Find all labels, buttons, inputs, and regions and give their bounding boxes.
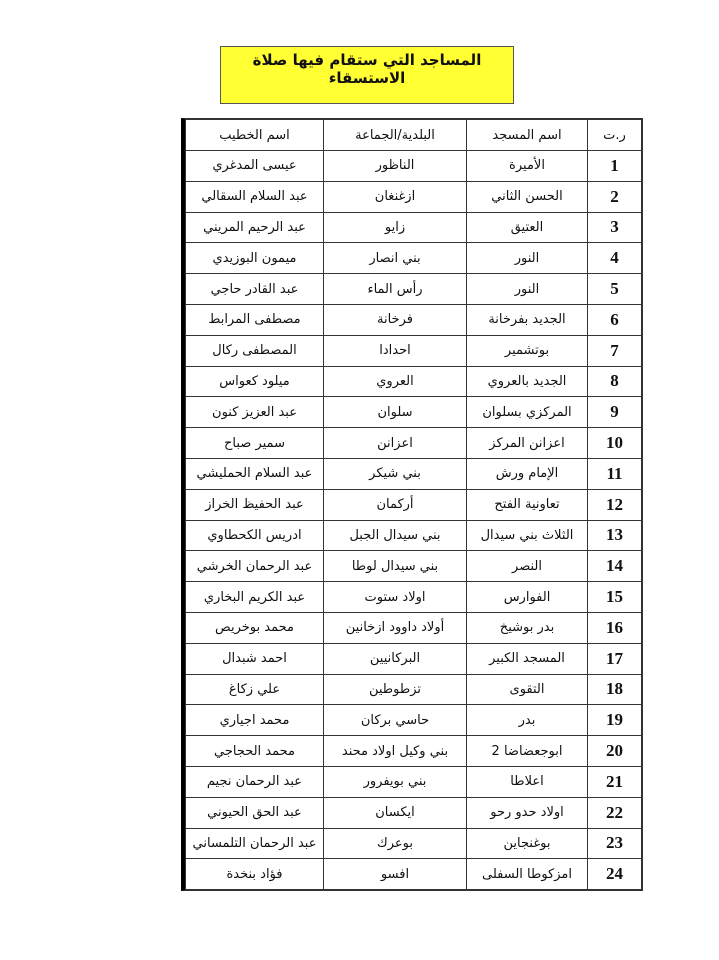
- table-row: [186, 736, 642, 767]
- table-row: [186, 212, 642, 243]
- table-row: [186, 551, 642, 582]
- cell-imam-name: مصطفى المرابط: [186, 304, 324, 335]
- cell-imam-name: عبد السلام الحمليشي: [186, 458, 324, 489]
- cell-mosque-name: الجديد بفرخانة: [467, 304, 588, 335]
- cell-commune: افسو: [324, 859, 467, 890]
- cell-mosque-name: تعاونية الفتح: [467, 489, 588, 520]
- cell-num: 15: [588, 582, 642, 613]
- cell-mosque-name: بوتشمير: [467, 335, 588, 366]
- cell-commune: أركمان: [324, 489, 467, 520]
- table-row: [186, 643, 642, 674]
- page-title: المساجد التي ستقام فيها صلاة الاستسقاء: [252, 51, 482, 87]
- cell-num: 21: [588, 766, 642, 797]
- cell-num: 24: [588, 859, 642, 890]
- cell-commune: بني وكيل اولاد محند: [324, 736, 467, 767]
- cell-imam-name: عبد الحق الحيوني: [186, 797, 324, 828]
- header-imam: اسم الخطيب: [186, 120, 324, 151]
- table-body: [186, 151, 642, 890]
- table-row: [186, 181, 642, 212]
- table-row: [186, 582, 642, 613]
- cell-commune: العروي: [324, 366, 467, 397]
- cell-num: 14: [588, 551, 642, 582]
- table-row: [186, 797, 642, 828]
- table-row: [186, 828, 642, 859]
- cell-imam-name: علي زكاغ: [186, 674, 324, 705]
- cell-num: 18: [588, 674, 642, 705]
- cell-commune: فرخانة: [324, 304, 467, 335]
- cell-imam-name: فؤاد بنخدة: [186, 859, 324, 890]
- cell-mosque-name: الأميرة: [467, 151, 588, 182]
- cell-imam-name: عبد الكريم البخاري: [186, 582, 324, 613]
- cell-num: 10: [588, 428, 642, 459]
- table-header-row: [186, 120, 642, 151]
- cell-commune: البركانيين: [324, 643, 467, 674]
- cell-mosque-name: النصر: [467, 551, 588, 582]
- cell-commune: اولاد ستوت: [324, 582, 467, 613]
- cell-mosque-name: الفوارس: [467, 582, 588, 613]
- cell-commune: اعزانن: [324, 428, 467, 459]
- table-row: [186, 458, 642, 489]
- cell-num: 3: [588, 212, 642, 243]
- cell-commune: أولاد داوود ازخانين: [324, 612, 467, 643]
- table-row: [186, 274, 642, 305]
- cell-num: 9: [588, 397, 642, 428]
- table-row: [186, 335, 642, 366]
- cell-num: 16: [588, 612, 642, 643]
- cell-commune: بني انصار: [324, 243, 467, 274]
- cell-imam-name: ادريس الكحطاوي: [186, 520, 324, 551]
- cell-imam-name: سمير صباح: [186, 428, 324, 459]
- cell-num: 17: [588, 643, 642, 674]
- cell-num: 20: [588, 736, 642, 767]
- mosques-table: [185, 119, 642, 890]
- cell-commune: زايو: [324, 212, 467, 243]
- cell-commune: بني شيكر: [324, 458, 467, 489]
- cell-imam-name: عبد السلام السقالي: [186, 181, 324, 212]
- mosques-table-container: [181, 118, 643, 891]
- cell-commune: بوعرك: [324, 828, 467, 859]
- cell-num: 13: [588, 520, 642, 551]
- cell-mosque-name: الحسن الثاني: [467, 181, 588, 212]
- table-row: [186, 705, 642, 736]
- cell-mosque-name: الإمام ورش: [467, 458, 588, 489]
- cell-num: 12: [588, 489, 642, 520]
- table-row: [186, 366, 642, 397]
- cell-commune: ازغنغان: [324, 181, 467, 212]
- cell-commune: سلوان: [324, 397, 467, 428]
- cell-commune: الناظور: [324, 151, 467, 182]
- table-row: [186, 304, 642, 335]
- cell-mosque-name: ابوجعضاضا 2: [467, 736, 588, 767]
- cell-imam-name: المصطفى ركال: [186, 335, 324, 366]
- cell-mosque-name: المسجد الكبير: [467, 643, 588, 674]
- cell-mosque-name: بدر بوشيخ: [467, 612, 588, 643]
- cell-commune: احدادا: [324, 335, 467, 366]
- cell-mosque-name: اعزانن المركز: [467, 428, 588, 459]
- table-row: [186, 612, 642, 643]
- cell-imam-name: عبد الرحمان الخرشي: [186, 551, 324, 582]
- cell-imam-name: ميمون البوزيدي: [186, 243, 324, 274]
- cell-num: 2: [588, 181, 642, 212]
- cell-num: 4: [588, 243, 642, 274]
- cell-imam-name: عبد الرحيم المريني: [186, 212, 324, 243]
- cell-mosque-name: العتيق: [467, 212, 588, 243]
- cell-mosque-name: اولاد حدو رحو: [467, 797, 588, 828]
- cell-mosque-name: المركزي بسلوان: [467, 397, 588, 428]
- cell-commune: بني سيدال الجبل: [324, 520, 467, 551]
- cell-commune: حاسي بركان: [324, 705, 467, 736]
- cell-mosque-name: امزكوطا السفلى: [467, 859, 588, 890]
- cell-mosque-name: النور: [467, 243, 588, 274]
- cell-commune: ايكسان: [324, 797, 467, 828]
- cell-mosque-name: النور: [467, 274, 588, 305]
- table-row: [186, 428, 642, 459]
- cell-num: 5: [588, 274, 642, 305]
- table-row: [186, 674, 642, 705]
- cell-num: 7: [588, 335, 642, 366]
- cell-commune: بني سيدال لوطا: [324, 551, 467, 582]
- cell-imam-name: محمد بوخريص: [186, 612, 324, 643]
- cell-commune: رأس الماء: [324, 274, 467, 305]
- cell-mosque-name: الثلاث بني سيدال: [467, 520, 588, 551]
- table-row: [186, 520, 642, 551]
- cell-imam-name: ميلود كعواس: [186, 366, 324, 397]
- cell-imam-name: عبد العزيز كنون: [186, 397, 324, 428]
- table-row: [186, 859, 642, 890]
- cell-imam-name: احمد شبدال: [186, 643, 324, 674]
- table-row: [186, 243, 642, 274]
- cell-imam-name: عبد الرحمان التلمساني: [186, 828, 324, 859]
- cell-imam-name: محمد اجياري: [186, 705, 324, 736]
- cell-num: 8: [588, 366, 642, 397]
- cell-mosque-name: التقوى: [467, 674, 588, 705]
- cell-imam-name: عيسى المدغري: [186, 151, 324, 182]
- cell-num: 19: [588, 705, 642, 736]
- table-row: [186, 151, 642, 182]
- header-num: ر.ت: [588, 120, 642, 151]
- cell-imam-name: محمد الحجاجي: [186, 736, 324, 767]
- cell-imam-name: عبد الرحمان نجيم: [186, 766, 324, 797]
- cell-mosque-name: اعلاطا: [467, 766, 588, 797]
- header-mosque: اسم المسجد: [467, 120, 588, 151]
- cell-commune: بني بويفرور: [324, 766, 467, 797]
- table-row: [186, 766, 642, 797]
- cell-mosque-name: بدر: [467, 705, 588, 736]
- table-row: [186, 397, 642, 428]
- cell-num: 11: [588, 458, 642, 489]
- header-commune: البلدية/الجماعة: [324, 120, 467, 151]
- cell-imam-name: عبد القادر حاجي: [186, 274, 324, 305]
- title-box: [220, 46, 514, 104]
- cell-mosque-name: الجديد بالعروي: [467, 366, 588, 397]
- cell-mosque-name: بوغنجاين: [467, 828, 588, 859]
- table-row: [186, 489, 642, 520]
- cell-num: 6: [588, 304, 642, 335]
- cell-imam-name: عبد الحفيظ الخراز: [186, 489, 324, 520]
- cell-num: 1: [588, 151, 642, 182]
- cell-num: 22: [588, 797, 642, 828]
- cell-num: 23: [588, 828, 642, 859]
- cell-commune: تزطوطين: [324, 674, 467, 705]
